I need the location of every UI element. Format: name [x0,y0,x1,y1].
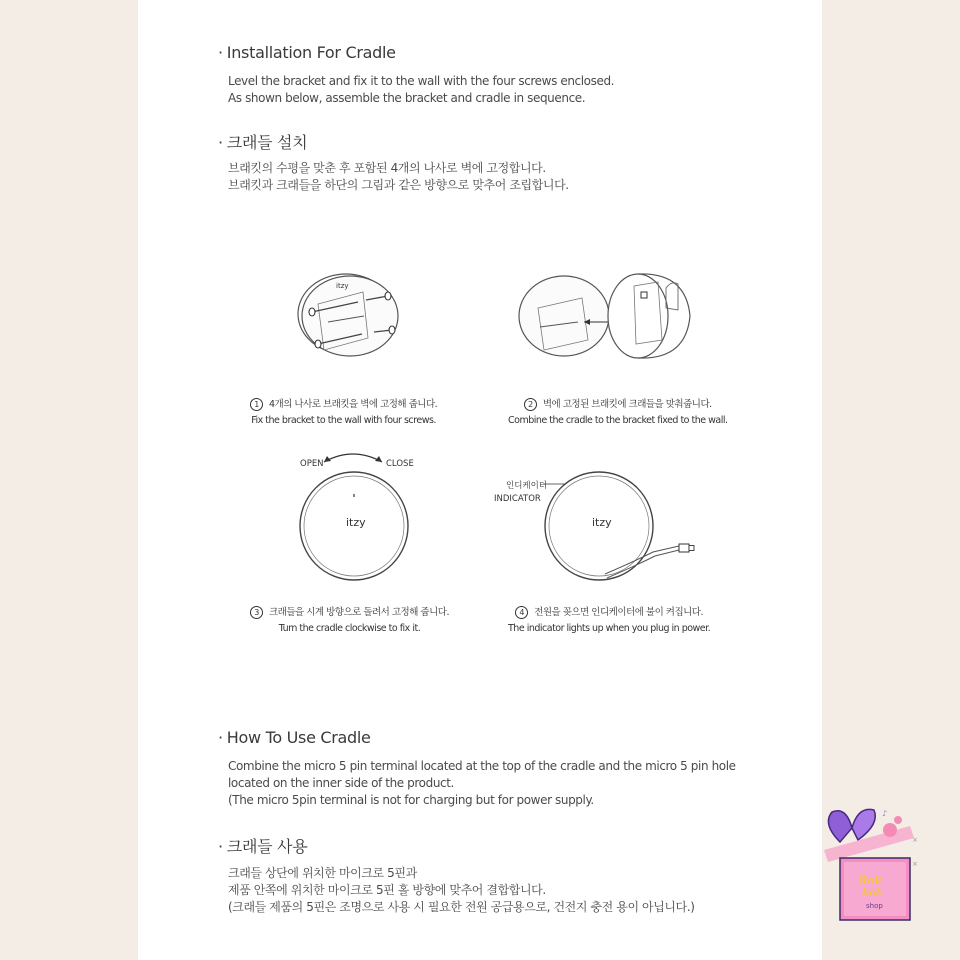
paragraph-line: located on the inner side of the product. [228,776,454,790]
open-label: OPEN [300,459,324,469]
section-title-use-en [218,728,371,747]
rotate-arrow-icon [318,448,388,468]
use-en-paragraph [228,758,736,809]
cradle-assembly-diagram [516,270,701,370]
close-label: CLOSE [386,459,414,469]
title-text: Installation For Cradle [226,43,396,62]
step-ko-text: 크래들을 시계 방향으로 돌려서 고정해 줍니다. [269,607,449,618]
svg-text:shop: shop [866,902,883,910]
bullet: · [218,837,223,856]
step-ko-text: 4개의 나사로 브래킷을 벽에 고정해 줍니다. [269,399,438,410]
install-ko-paragraph [228,160,569,194]
paragraph-line: (The micro 5pin terminal is not for charging but for power supply. [228,793,594,807]
bullet: · [218,43,223,62]
step-en-text: Fix the bracket to the wall with four screws. [251,415,436,426]
indicator-en-label: INDICATOR [494,494,541,504]
svg-text:♪: ♪ [882,809,888,818]
indicator-ko-label: 인디케이터 [506,481,548,491]
section-title-use-ko [218,834,307,857]
step-en-text: Combine the cradle to the bracket fixed to the wall. [508,415,728,426]
manual-sheet [138,0,822,960]
use-ko-paragraph [228,865,695,916]
install-en-paragraph [228,73,614,107]
svg-text:×: × [912,836,918,844]
step-number: 4 [515,606,528,619]
step-ko-text: 전원을 꽂으면 인디케이터에 불이 켜집니다. [534,607,703,618]
paragraph-line: As shown below, assemble the bracket and cradle in sequence. [228,91,586,105]
cradle-indicator-diagram [543,470,703,582]
step-4-caption [508,604,710,634]
title-text: 크래들 사용 [226,837,308,856]
section-title-install-en [218,43,396,62]
paragraph-line: Combine the micro 5 pin terminal located at the top of the cradle and the micro 5 pin hole [228,759,736,773]
paragraph-line: (크래들 제품의 5핀은 조명으로 사용 시 필요한 전원 공급용으로, 건전지 충전 용이 아닙니다.) [228,900,695,914]
bracket-screws-diagram [288,272,418,372]
section-title-install-ko [218,130,307,153]
paragraph-line: 크래들 상단에 위치한 마이크로 5핀과 [228,866,417,880]
brand-mark: itzy [592,516,612,529]
bullet: · [218,728,223,747]
step-1-caption [250,396,437,426]
svg-text:×: × [912,860,918,868]
bokbok-shop-logo [818,804,922,926]
svg-text:bok: bok [862,888,883,899]
step-ko-text: 벽에 고정된 브래킷에 크래들을 맞춰줍니다. [542,399,712,410]
step-number: 3 [250,606,263,619]
brand-mark: itzy [346,516,366,529]
step-en-text: Turn the cradle clockwise to fix it. [278,623,421,634]
brand-mark: itzy [336,282,349,290]
bullet: · [218,133,223,152]
step-number: 1 [250,398,263,411]
step-3-caption [250,604,449,634]
step-en-text: The indicator lights up when you plug in power. [508,623,711,634]
step-2-caption [508,396,728,426]
step-number: 2 [524,398,537,411]
paragraph-line: Level the bracket and fix it to the wall with the four screws enclosed. [228,74,615,88]
title-text: 크래들 설치 [226,133,308,152]
paragraph-line: 제품 안쪽에 위치한 마이크로 5핀 홀 방향에 맞추어 결합합니다. [228,883,546,897]
title-text: How To Use Cradle [226,728,371,747]
paragraph-line: 브래킷과 크래들을 하단의 그림과 같은 방향으로 맞추어 조립합니다. [228,178,569,192]
svg-text:Bok: Bok [858,874,883,887]
paragraph-line: 브래킷의 수평을 맞춘 후 포함된 4개의 나사로 벽에 고정합니다. [228,161,546,175]
